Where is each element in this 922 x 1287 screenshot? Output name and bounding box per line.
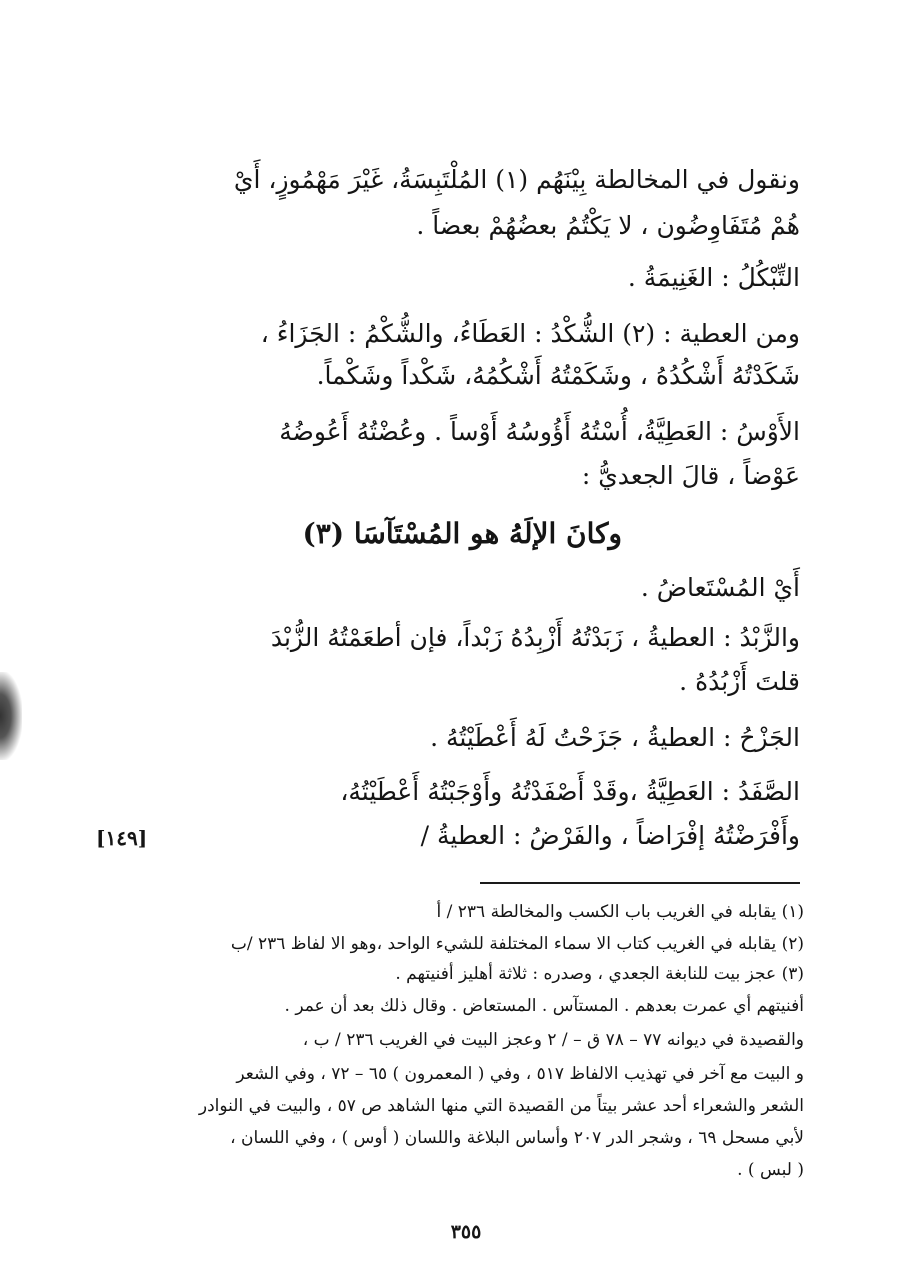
- body-line-10: قلتَ أَزْبُدُهُ .: [679, 667, 800, 696]
- body-line-3: التِّبْكُلُ : الغَنِيمَةُ .: [627, 263, 800, 292]
- body-line-13: وأَفْرَضْتُهُ إفْرَاضاً ، والفَرْضُ : العطيةُ /: [420, 821, 800, 850]
- footnote-2: (٢) يقابله في الغريب كتاب الا سماء المختلفة للشيء الواحد ،وهو الا لفاظ ٢٣٦ /ب: [230, 934, 804, 954]
- body-line-1: ونقول في المخالطة بِيْنَهُم (١) المُلْتَبِسَةُ، غَيْرَ مَهْمُوزٍ، أَيْ: [233, 165, 800, 194]
- manuscript-folio-reference: [١٤٩]: [96, 826, 148, 850]
- footnote-1: (١) يقابله في الغريب باب الكسب والمخالطة ٢٣٦ / أ: [436, 902, 804, 922]
- body-line-2: هُمْ مُتَفَاوِضُون ، لا يَكْتُمُ بعضُهُمْ بعضاً .: [416, 211, 800, 240]
- footnote-3-line-5: الشعر والشعراء أحد عشر بيتاً من القصيدة التي منها الشاهد ص ٥٧ ، والبيت في النوادر: [198, 1096, 804, 1116]
- body-line-8: أَيْ المُسْتَعاضُ .: [640, 573, 800, 602]
- footnote-3-line-7: ( لبس ) .: [737, 1160, 804, 1180]
- verse-line: وكانَ الإلَهُ هو المُسْتَآسَا (٣): [302, 517, 622, 550]
- footnote-separator: [480, 882, 800, 884]
- footnote-3: (٣) عجز بيت للنابغة الجعدي ، وصدره : ثلاثة أهليز أفنيتهم .: [395, 964, 804, 984]
- body-line-12: الصَّفَدُ : العَطِيَّةُ ،وقَدْ أَصْفَدْتُهُ وأَوْجَبْتُهُ أَعْطَيْتُهُ،: [340, 777, 800, 806]
- body-line-9: والزَّبْدُ : العطيةُ ، زَبَدْتُهُ أَزْبِدُهُ زَبْداً، فإن أطعَمْتُهُ الزُّبْدَ: [270, 623, 800, 652]
- body-line-7: عَوْضاً ، قالَ الجعديُّ :: [581, 461, 800, 490]
- footnote-3-line-2: أفنيتهم أي عمرت بعدهم . المستآس . المستعاض . وقال ذلك بعد أن عمر .: [284, 996, 804, 1016]
- body-line-4: ومن العطية : (٢) الشُّكْدُ : العَطَاءُ، والشُّكْمُ : الجَزَاءُ ،: [260, 319, 800, 348]
- body-line-6: الأَوْسُ : العَطِيَّةُ، أُسْتُهُ أَؤُوسُهُ أَوْساً . وعُضْتُهُ أَعُوضُهُ: [279, 417, 800, 446]
- page-number: ٣٥٥: [450, 1221, 482, 1243]
- footnote-3-line-6: لأبي مسحل ٦٩ ، وشجر الدر ٢٠٧ وأساس البلاغة واللسان ( أوس ) ، وفي اللسان ،: [230, 1128, 804, 1148]
- body-line-11: الجَزْحُ : العطيةُ ، جَزَحْتُ لَهُ أَعْطَيْتُهُ .: [430, 723, 800, 752]
- footnote-3-line-4: و البيت مع آخر في تهذيب الالفاظ ٥١٧ ، وفي ( المعمرون ) ٦٥ – ٧٢ ، وفي الشعر: [236, 1064, 804, 1084]
- footnote-3-line-3: والقصيدة في ديوانه ٧٧ – ٧٨ ق – / ٢ وعجز البيت في الغريب ٢٣٦ / ب ،: [302, 1030, 804, 1050]
- body-line-5: شَكَدْتُهُ أَشْكُدُهُ ، وشَكَمْتُهُ أَشْكُمُهُ، شَكْداً وشَكْماً.: [316, 361, 800, 390]
- scan-edge-mark: [0, 672, 22, 760]
